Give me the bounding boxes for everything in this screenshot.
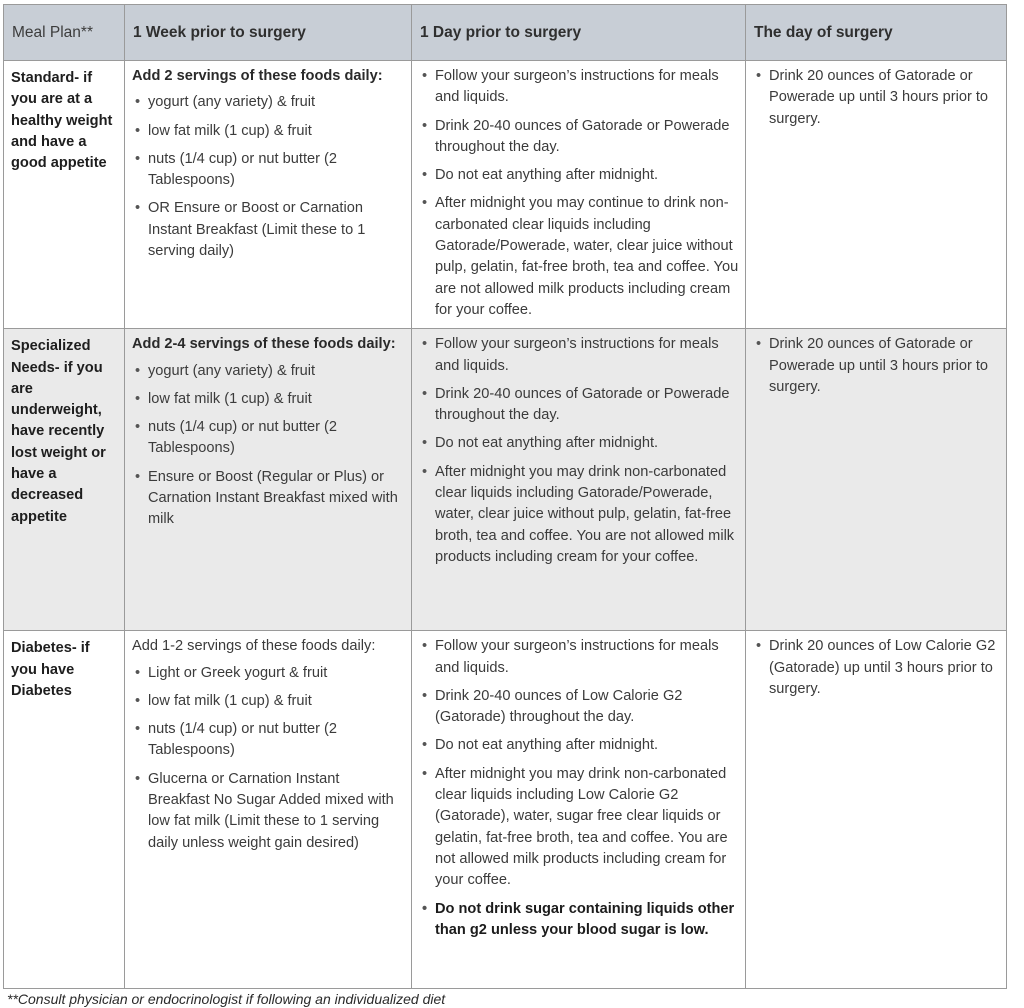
surgery-list (753, 636, 1000, 700)
list-item: • After midnight you may continue to drink non- carbonated clear liquids including Gatorade/Powerade, water, clear juice without pulp, gelatin, fat-free broth, tea and coffee. You are not allowed milk products including cream for your coffee. (419, 193, 739, 321)
table-row-specialized (4, 329, 1007, 631)
surgery-cell-diabetes (746, 631, 1007, 989)
day-cell-diabetes (412, 631, 746, 989)
list-item: • Drink 20 ounces of Gatorade or Powerade up until 3 hours prior to surgery. (753, 66, 1000, 130)
week-intro: Add 2-4 servings of these foods daily: (132, 336, 396, 353)
day-cell-specialized (412, 329, 746, 631)
day-list (419, 334, 739, 568)
list-item: • After midnight you may drink non-carbonated clear liquids including Gatorade/Powerade, water, clear juice without pulp, gelatin, fat-free broth, tea and coffee. You are not allowed milk products including cream for your coffee. (419, 462, 739, 568)
week-list (132, 663, 405, 854)
surgery-cell-standard (746, 61, 1007, 329)
list-item: • Follow your surgeon’s instructions for meals and liquids. (419, 334, 739, 377)
table-row-standard (4, 61, 1007, 329)
list-item: • OR Ensure or Boost or Carnation Instant Breakfast (Limit these to 1 serving daily) (132, 198, 405, 262)
list-item: • Do not eat anything after midnight. (419, 433, 739, 454)
list-item: • yogurt (any variety) & fruit (132, 361, 405, 382)
header-1-week: 1 Week prior to surgery (125, 5, 412, 61)
week-list (132, 92, 405, 262)
day-cell-standard (412, 61, 746, 329)
list-item: • Ensure or Boost (Regular or Plus) or Carnation Instant Breakfast mixed with milk (132, 467, 405, 531)
list-item: • Drink 20 ounces of Gatorade or Powerade up until 3 hours prior to surgery. (753, 334, 1000, 398)
list-item: • nuts (1/4 cup) or nut butter (2 Tablespoons) (132, 149, 405, 192)
list-item: • Drink 20-40 ounces of Gatorade or Powerade throughout the day. (419, 116, 739, 159)
list-item: • Follow your surgeon’s instructions for meals and liquids. (419, 636, 739, 679)
header-meal-plan: Meal Plan** (4, 5, 125, 61)
list-item: • Do not eat anything after midnight. (419, 735, 739, 756)
list-item: • Light or Greek yogurt & fruit (132, 663, 405, 684)
week-list (132, 361, 405, 531)
row-label-standard: Standard- if you are at a healthy weight and have a good appetite (4, 61, 125, 329)
surgery-list (753, 66, 1000, 130)
list-item: • After midnight you may drink non-carbonated clear liquids including Low Calorie G2 (Gatorade), water, sugar free clear liquids or gelatin, fat-free broth, tea and coffee. You are not allowed milk products including cream for your coffee. (419, 764, 739, 892)
list-item: • low fat milk (1 cup) & fruit (132, 389, 405, 410)
week-intro: Add 2 servings of these foods daily: (132, 68, 383, 84)
surgery-cell-specialized (746, 329, 1007, 631)
day-list (419, 636, 739, 941)
warning-item: • Do not drink sugar containing liquids other than g2 unless your blood sugar is low. (419, 899, 739, 942)
week-cell-specialized (125, 329, 412, 631)
list-item: • Drink 20-40 ounces of Low Calorie G2 (Gatorade) throughout the day. (419, 686, 739, 729)
list-item: • Drink 20-40 ounces of Gatorade or Powerade throughout the day. (419, 384, 739, 427)
list-item: • low fat milk (1 cup) & fruit (132, 121, 405, 142)
list-item: • Follow your surgeon’s instructions for meals and liquids. (419, 66, 739, 109)
week-cell-diabetes (125, 631, 412, 989)
list-item: • yogurt (any variety) & fruit (132, 92, 405, 113)
list-item: • nuts (1/4 cup) or nut butter (2 Tablespoons) (132, 417, 405, 460)
header-row (4, 5, 1007, 61)
list-item: • Glucerna or Carnation Instant Breakfast No Sugar Added mixed with low fat milk (Limit these to 1 serving daily unless weight gain desired) (132, 769, 405, 854)
week-intro: Add 1-2 servings of these foods daily: (132, 638, 376, 655)
list-item: • low fat milk (1 cup) & fruit (132, 691, 405, 712)
surgery-list (753, 334, 1000, 398)
table-row-diabetes (4, 631, 1007, 989)
header-day-of-surgery: The day of surgery (746, 5, 1007, 61)
week-cell-standard (125, 61, 412, 329)
header-1-day: 1 Day prior to surgery (412, 5, 746, 61)
meal-plan-table (3, 4, 1007, 989)
list-item: • nuts (1/4 cup) or nut butter (2 Tablespoons) (132, 719, 405, 762)
day-list (419, 66, 739, 321)
footnote: **Consult physician or endocrinologist if following an individualized diet (7, 991, 446, 1007)
row-label-specialized: Specialized Needs- if you are underweight, have recently lost weight or have a decreased appetite (4, 329, 125, 631)
list-item: • Do not eat anything after midnight. (419, 165, 739, 186)
list-item: • Drink 20 ounces of Low Calorie G2 (Gatorade) up until 3 hours prior to surgery. (753, 636, 1000, 700)
row-label-diabetes: Diabetes- if you have Diabetes (4, 631, 125, 989)
